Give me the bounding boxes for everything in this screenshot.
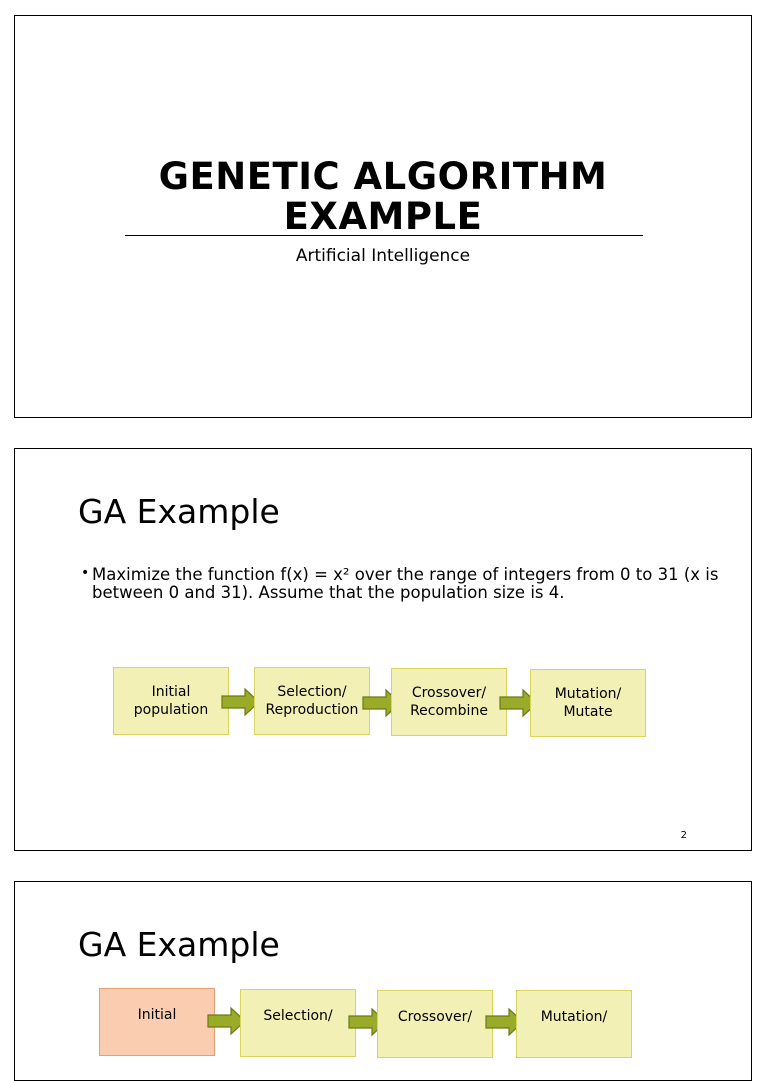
bullet-icon: •: [81, 565, 90, 581]
slide-title: [15, 157, 751, 237]
flow-step-initial-population: Initial: [99, 988, 215, 1056]
flow-step-initial-population: Initial population: [113, 667, 229, 735]
flow-step-mutation: Mutation/: [516, 990, 632, 1058]
flow-step-selection: Selection/: [240, 989, 356, 1057]
content-slide-3: [14, 881, 752, 1081]
slide-title-line-1: GENETIC ALGORITHM: [158, 155, 608, 198]
title-slide: [14, 15, 752, 418]
flow-step-selection: Selection/ Reproduction: [254, 667, 370, 735]
bullet-text: Maximize the function f(x) = x² over the range of integers from 0 to 31 (x is between 0 and 31). Assume that the population size is 4.: [92, 565, 719, 602]
slide-title-line-2: EXAMPLE: [283, 195, 483, 238]
title-divider: [125, 235, 643, 236]
slide-heading: GA Example: [78, 925, 280, 964]
bullet-point: [81, 566, 721, 602]
flow-step-crossover: Crossover/ Recombine: [391, 668, 507, 736]
page-number: 2: [680, 830, 687, 841]
content-slide-2: [14, 448, 752, 851]
flow-step-crossover: Crossover/: [377, 990, 493, 1058]
flow-step-mutation: Mutation/ Mutate: [530, 669, 646, 737]
slide-heading: GA Example: [78, 492, 280, 531]
slide-subtitle: Artificial Intelligence: [295, 246, 471, 266]
